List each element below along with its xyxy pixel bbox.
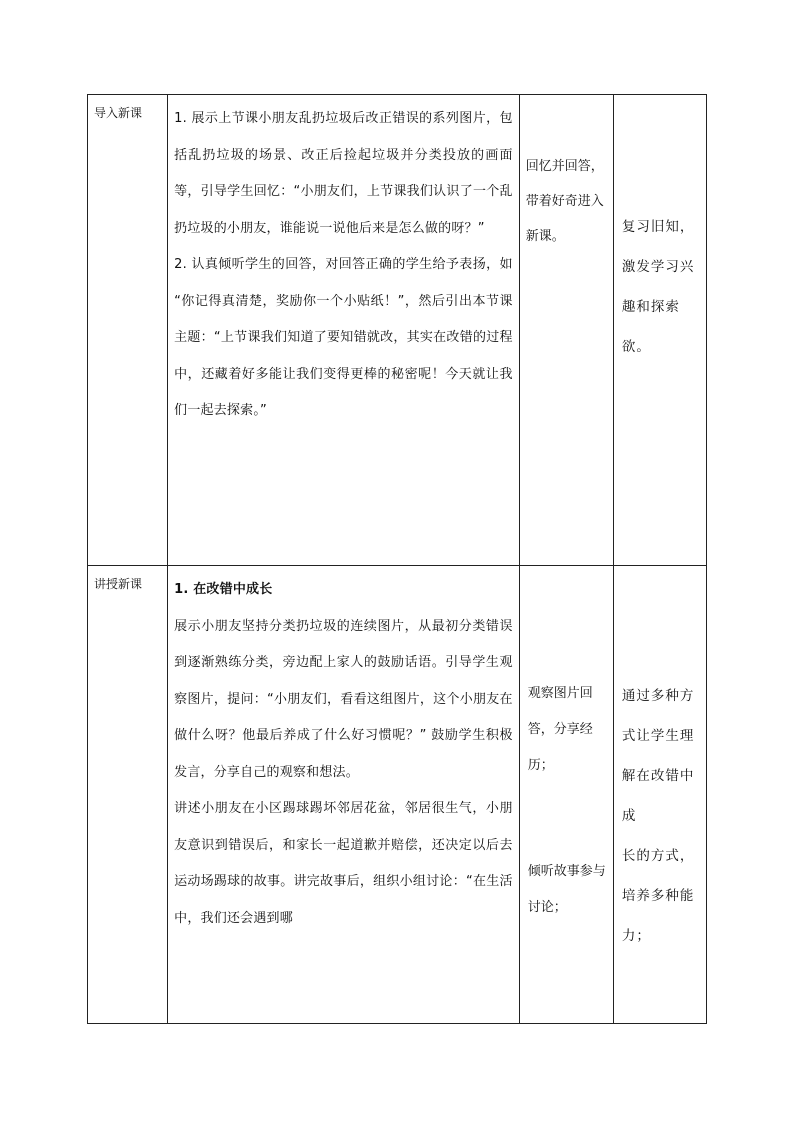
- design-intent-cell-new-lesson: [613, 566, 706, 1024]
- lesson-plan-table: [87, 94, 707, 1024]
- design-intent-text: 复习旧知，激发学习兴趣和探索欲。: [621, 219, 695, 355]
- student-activity-cell-new-lesson: [519, 566, 613, 1024]
- stage-cell-intro: 导入新课: [88, 95, 168, 566]
- student-activity-cell-intro: [519, 95, 613, 566]
- paragraph: 讲述小朋友在小区踢球踢坏邻居花盆，邻居很生气，小朋友意识到错误后，和家长一起道歉并赔偿，还决定以后去运动场踢球的故事。讲完故事后，组织小组讨论：“在生活中，我们还会遇到哪: [174, 801, 513, 926]
- table-row-new-lesson: [88, 566, 707, 1024]
- paragraph: 2. 认真倾听学生的回答，对回答正确的学生给予表扬，如 “你记得真清楚，奖励你一个小贴纸！”，然后引出本节课主题：“上节课我们知道了要知错就改，其实在改错的过程中，还藏着好多能让我们变得更棒的秘密呢！今天就让我们一起去探索。”: [174, 257, 513, 418]
- stage-cell-new-lesson: 讲授新课: [88, 566, 168, 1024]
- teacher-activity-cell-new-lesson: [168, 566, 520, 1024]
- paragraph: 展示小朋友坚持分类扔垃圾的连续图片，从最初分类错误到逐渐熟练分类，旁边配上家人的鼓励话语。引导学生观察图片，提问：“小朋友们，看看这组图片，这个小朋友在做什么呀？他最后养成了什么好习惯呢？” 鼓励学生积极发言，分享自己的观察和想法。: [174, 618, 513, 780]
- design-intent-cell-intro: [613, 95, 706, 566]
- teacher-activity-cell-intro: [168, 95, 520, 566]
- student-activity-text: 倾听故事参与讨论；: [527, 864, 606, 915]
- paragraph: 1. 展示上节课小朋友乱扔垃圾后改正错误的系列图片，包括乱扔垃圾的场景、改正后捡起垃圾并分类投放的画面等，引导学生回忆：“小朋友们，上节课我们认识了一个乱扔垃圾的小朋友，谁能说一说他后来是怎么做的呀？”: [174, 111, 513, 236]
- table-row-intro: [88, 95, 707, 566]
- design-intent-text: 长的方式，培养多种能力；: [621, 848, 695, 944]
- student-activity-text: 回忆并回答，带着好奇进入新课。: [525, 159, 604, 244]
- student-activity-text: 观察图片回答，分享经历；: [527, 686, 593, 773]
- design-intent-text: 通过多种方式让学生理解在改错中成: [621, 688, 695, 824]
- section-subtitle: 1. 在改错中成长: [174, 582, 273, 597]
